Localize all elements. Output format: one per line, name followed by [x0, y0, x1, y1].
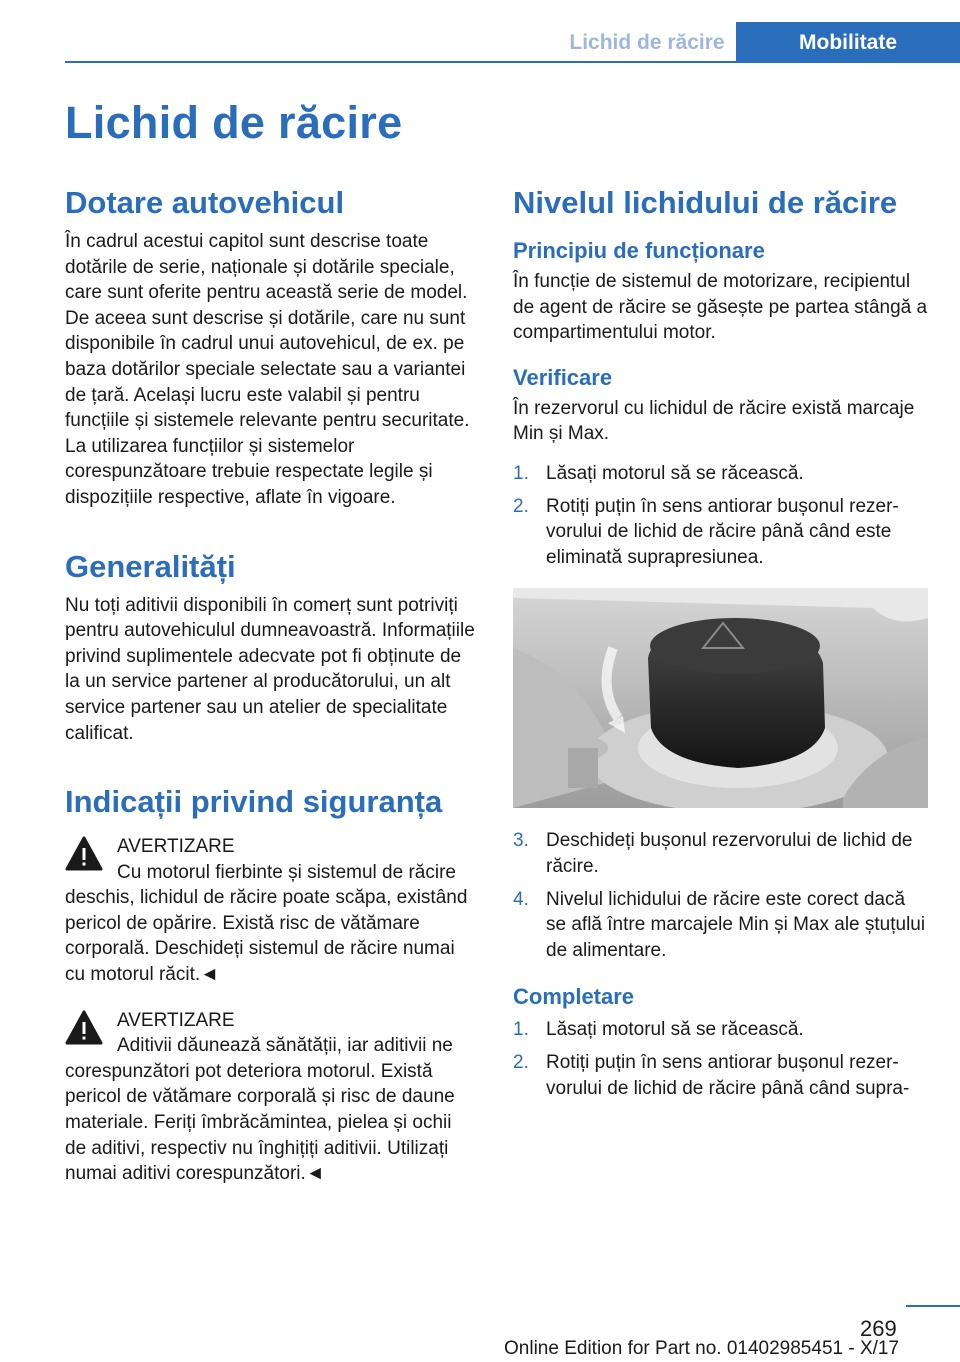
list-item: 1. Lăsați motorul să se răcească. [513, 1019, 804, 1041]
right-column [513, 183, 928, 1108]
warning-label: AVERTIZARE [117, 1009, 235, 1031]
principiu-heading: Principiu de funcționare [513, 238, 765, 263]
header-divider [65, 61, 960, 63]
list-item: 4. Nivelul lichidului de răcire este corect dacă se află între marcajele Min și Max ale ștuțului de alimentare. [513, 888, 926, 961]
dotare-text: În cadrul acestui capitol sunt descrise toate dotările de serie, naționale și dotările speciale, care sunt oferite pentru această serie de model. De aceea sunt descrise și dotările, care nu sunt disponibile în cadrul unui autovehicul, de ex. pe baza dotărilor speciale selectate sau a variantei de țară. Același lucru este valabil și pentru funcțiile și sistemele relevante pentru securitate. La utilizarea funcțiilor și sistemelor corespunzătoare trebuie respectate legile și dispozițiile respective, aflate în vigoare. [65, 231, 470, 508]
warning-triangle-icon [65, 1010, 103, 1046]
siguranta-heading: Indicații privind siguranța [65, 784, 443, 820]
dotare-heading: Dotare autovehicul [65, 185, 345, 220]
nivel-heading: Nivelul lichidului de răcire [513, 185, 898, 220]
edition-note: Online Edition for Part no. 01402985451 - X/17 [504, 1338, 900, 1359]
warning-triangle-icon [65, 836, 103, 872]
warning-block-1 [65, 834, 477, 988]
completare-heading: Completare [513, 984, 635, 1010]
header-section-tab: Lichid de răcire [569, 30, 725, 54]
list-item: 1. Lăsați motorul să se răcească. [513, 462, 804, 484]
page-title: Lichid de răcire [65, 97, 403, 148]
generalitati-heading: Generalități [65, 548, 236, 584]
principiu-text: În funcție de sistemul de motorizare, recipientul de agent de răcire se găsește pe partea stângă a compartimentului motor. [513, 271, 928, 344]
list-item: 3. Deschideți bușonul rezervorului de lichid de răcire. [513, 830, 913, 877]
left-column [65, 183, 477, 1187]
list-item: 2. Rotiți puțin în sens antiorar bușonul rezervorului de lichid de răcire până când este eliminată suprapresiunea. [513, 495, 899, 568]
warning-first-line: Cu motorul fierbinte și sistemul de răcire [117, 861, 456, 883]
coolant-cap-image [513, 588, 928, 808]
list-item: 2. Rotiți puțin în sens antiorar bușonul rezervorului de lichid de răcire până când supra‐ [513, 1051, 910, 1099]
footer-divider [906, 1305, 960, 1307]
warning-text: corespunzători pot deteriora motorul. Există pericol de vătămare corporală și risc de daune materiale. Feriți îmbrăcămintea, pielea și ochii de aditivi, respectiv nu înghițiți aditivii. Utilizați numai aditivi corespunzători.◄ [65, 1060, 455, 1185]
warning-label: AVERTIZARE [117, 836, 235, 858]
warning-header [65, 834, 477, 885]
warning-header [65, 1008, 477, 1059]
page-number: 269 [860, 1316, 897, 1341]
completare-steps [513, 1017, 928, 1101]
verificare-heading: Verificare [513, 364, 613, 390]
warning-block-2 [65, 1008, 477, 1187]
verificare-text: În rezervorul cu lichidul de răcire există marcaje Min și Max. [513, 397, 915, 445]
header-chapter-tab: Mobilitate [736, 22, 960, 63]
warning-first-line: Aditivii dăunează sănătății, iar aditivii ne [117, 1035, 453, 1057]
verificare-steps-b [513, 828, 928, 963]
generalitati-text: Nu toți aditivii disponibili în comerț sunt potriviți pentru autovehiculul dumneavoastră. Informațiile privind suplimentele adecvate pot fi obținute de la un service partener al producătorului, un alt service partener sau un atelier de specialitate calificat. [65, 594, 475, 744]
verificare-steps-a [513, 461, 928, 570]
warning-text: deschis, lichidul de răcire poate scăpa, existând pericol de opărire. Există risc de vătămare corporală. Deschideți sistemul de răcire numai cu motorul răcit.◄ [65, 887, 468, 986]
